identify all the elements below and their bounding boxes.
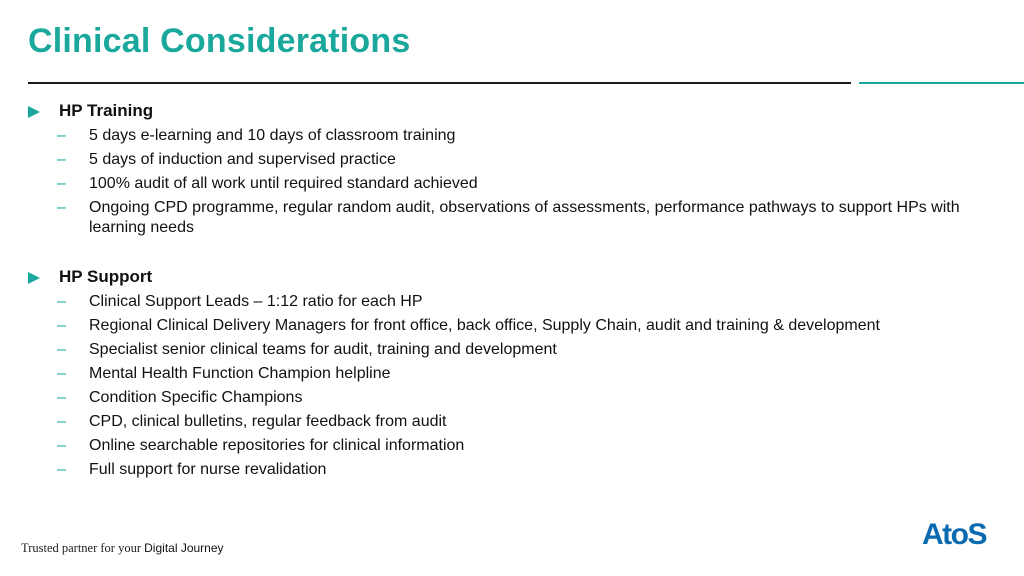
- dash-bullet: –: [57, 365, 66, 382]
- list-item: [57, 316, 997, 336]
- section-heading-hp-support: [28, 266, 152, 288]
- list-item: [57, 292, 997, 312]
- list-item: [57, 174, 997, 194]
- section-heading-hp-training: [28, 100, 153, 122]
- list-item: [57, 436, 997, 456]
- list-item-text: Ongoing CPD programme, regular random audit, observations of assessments, performance pathways to support HPs with learning needs: [89, 199, 960, 236]
- dash-bullet: –: [57, 341, 66, 358]
- section-label: HP Training: [59, 101, 154, 120]
- list-item-text: Regional Clinical Delivery Managers for front office, back office, Supply Chain, audit and training & development: [89, 317, 880, 334]
- list-item: [57, 150, 997, 170]
- dash-bullet: –: [57, 199, 66, 216]
- section-label: HP Support: [59, 267, 153, 286]
- atos-logo: AtoS: [922, 518, 986, 551]
- title-divider-accent: [859, 82, 1024, 84]
- dash-bullet: –: [57, 389, 66, 406]
- list-item-text: Mental Health Function Champion helpline: [89, 365, 391, 382]
- list-item: [57, 198, 997, 238]
- list-item-text: Full support for nurse revalidation: [89, 461, 327, 478]
- footer-tagline: [21, 541, 224, 556]
- list-item: [57, 388, 997, 408]
- list-item: [57, 364, 997, 384]
- list-item: [57, 126, 997, 146]
- dash-bullet: –: [57, 437, 66, 454]
- list-item: [57, 460, 997, 480]
- dash-bullet: –: [57, 461, 66, 478]
- list-item-text: 100% audit of all work until required standard achieved: [89, 175, 478, 192]
- dash-bullet: –: [57, 413, 66, 430]
- footer-tagline-accent: Digital Journey: [144, 541, 224, 555]
- list-item-text: CPD, clinical bulletins, regular feedback from audit: [89, 413, 447, 430]
- dash-bullet: –: [57, 293, 66, 310]
- triangle-bullet-icon: [28, 106, 40, 118]
- triangle-bullet-icon: [28, 272, 40, 284]
- list-item-text: Online searchable repositories for clinical information: [89, 437, 465, 454]
- dash-bullet: –: [57, 151, 66, 168]
- page-title: Clinical Considerations: [28, 22, 411, 60]
- dash-bullet: –: [57, 175, 66, 192]
- list-item-text: 5 days of induction and supervised practice: [89, 151, 396, 168]
- title-divider: [28, 82, 851, 84]
- footer-tagline-prefix: Trusted partner for your: [21, 541, 145, 555]
- list-item-text: 5 days e-learning and 10 days of classroom training: [89, 127, 456, 144]
- list-item-text: Condition Specific Champions: [89, 389, 303, 406]
- dash-bullet: –: [57, 317, 66, 334]
- dash-bullet: –: [57, 127, 66, 144]
- list-item: [57, 340, 997, 360]
- list-item-text: Clinical Support Leads – 1:12 ratio for each HP: [89, 293, 423, 310]
- list-item: [57, 412, 997, 432]
- list-item-text: Specialist senior clinical teams for audit, training and development: [89, 341, 557, 358]
